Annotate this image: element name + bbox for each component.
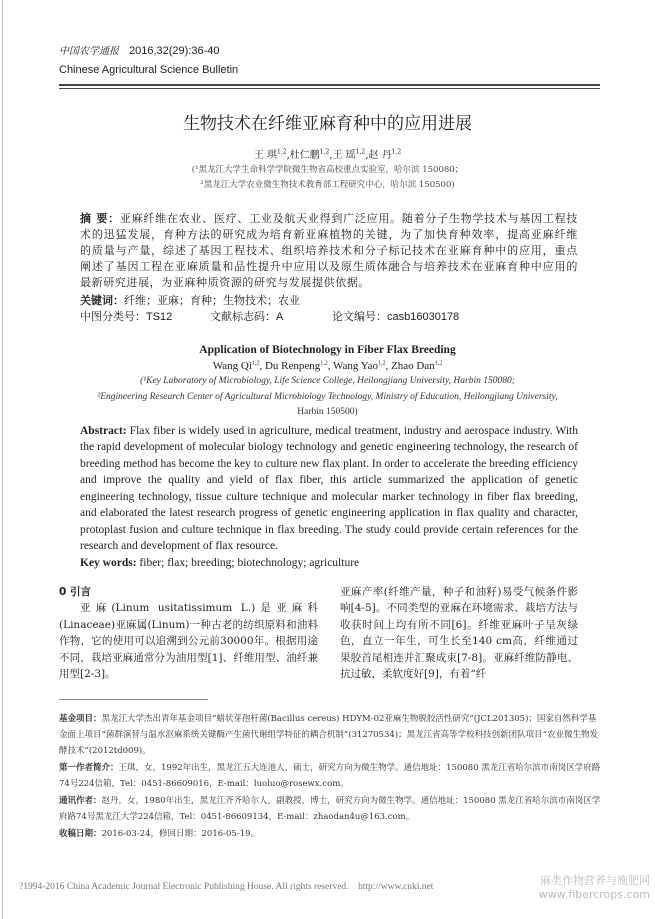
affiliation-en-1: (¹Key Laboratory of Microbiology, Life Science College, Heilongjiang University, Harbin 150080; bbox=[140, 376, 515, 386]
author: Wang Qi bbox=[212, 360, 252, 372]
intro-column-1 bbox=[59, 584, 318, 683]
header-rule bbox=[59, 84, 600, 86]
title-cn: 生物技术在纤维亚麻育种中的应用进展 bbox=[183, 114, 472, 134]
author: 王 琪 bbox=[253, 150, 278, 161]
author-sup: 1,2 bbox=[320, 360, 328, 367]
paper-number: 论文编号：casb16030178 bbox=[332, 311, 460, 323]
keywords-cn-label: 关键词： bbox=[80, 294, 124, 307]
abstract-en-text: Flax fiber is widely used in agriculture, medical treatment, industry and aerospace industry. With the rapid development of molecular biology technology and genetic engineering technology, the research of breeding method has become the key to culture new flax plant. In order to accelerate the breeding efficiency and improve the quality and yield of flax fiber, this article summarized the application of genetic engineering technology, tissue culture technique and molecular marker technology in fiber flax breeding, and elaborated the latest research progress of genetic engineering application in flax quality and character, protoplast fusion and culture technique in flax breeding. The study could provide certain references for the research and development of flax resource. bbox=[80, 424, 578, 552]
authors-cn: 王 琪$^{1,2}$,杜仁鹏$^{1,2}$,王 瑶$^{1,2}$,赵 丹$^{1,2}$ bbox=[253, 148, 402, 161]
header-rule-thin bbox=[59, 88, 600, 89]
author-sup: 1,2 bbox=[434, 360, 443, 367]
footnote-text: 黑龙江大学杰出青年基金项目“蜡状芽孢杆菌(Bacillus cereus) HDYM-02亚麻生物脱胶活性研究”(JCL201305)；国家自然科学基金面上项目“菌群演替与温水沤麻系统关键酶产生菌代谢组学特征的耦合机制”(31270534)；黑龙江省高等学校科技创新团队项目“农业微生物发酵技术”(2012td009)。 bbox=[59, 713, 598, 756]
footnote-dates bbox=[59, 825, 603, 842]
footnote-label: 收稿日期： bbox=[59, 827, 102, 838]
footnotes bbox=[59, 710, 603, 842]
footnote-first-author bbox=[59, 759, 603, 792]
author: 王 瑶 bbox=[332, 150, 356, 161]
abstract-cn-label: 摘 要： bbox=[80, 212, 120, 225]
author-sup: 1,2 bbox=[378, 360, 386, 367]
clc-number: 中图分类号：TS12 bbox=[80, 311, 173, 323]
watermark-url: www.fibercrops.com bbox=[538, 888, 650, 901]
watermark-cn: 麻类作物营养与施肥网 bbox=[540, 874, 650, 887]
abstract-en bbox=[80, 423, 578, 555]
author: Wang Yao bbox=[333, 360, 378, 372]
affiliation-cn-2: ²黑龙江大学农业微生物技术教育部工程研究中心，哈尔滨 150500) bbox=[200, 180, 455, 190]
footnote-text: 王琪，女，1992年出生，黑龙江五大连池人，硕士，研究方向为微生物学。通信地址：150080 黑龙江省哈尔滨市南岗区学府路74号224信箱，Tel：0451-86609016，E-mail：luoluo@rosewx.com。 bbox=[59, 762, 601, 789]
intro-paragraph: 亚麻(Linum usitatissimum L.)是亚麻科(Linaceae)亚麻属(Linum)一种古老的纺织原料和油料作物，它的使用可以追溯到公元前30000年。根据用途不同，栽培亚麻通常分为油用型[1]、纤维用型、油纤兼用型[2-3]。 bbox=[59, 602, 318, 680]
abstract-cn bbox=[80, 211, 578, 291]
section-heading: 0 引言 bbox=[59, 585, 91, 598]
affiliation-en-3: Harbin 150500) bbox=[297, 407, 358, 417]
footnote-text: 赵丹，女，1980年出生，黑龙江齐齐哈尔人，副教授，博士，研究方向为微生物学。通信地址：150080 黑龙江省哈尔滨市南岗区学府路74号黑龙江大学224信箱，Tel：0451-86609134，E-mail：zhaodan4u@163.com。 bbox=[59, 795, 601, 822]
affiliation-en-2: ²Engineering Research Center of Agricultural Microbiology Technology, Ministry of Education, Heilongjiang University, bbox=[97, 391, 558, 402]
footnote-corresponding-author bbox=[59, 792, 603, 825]
footnote-funding bbox=[59, 710, 603, 759]
keywords-cn bbox=[80, 292, 578, 309]
footnote-text: 2016-03-24，修回日期：2016-05-19。 bbox=[101, 828, 260, 839]
author-sup: 1,2 bbox=[355, 148, 366, 156]
authors-en: Wang Qi$^{1,2}$, Du Renpeng$^{1,2}$, Wang Yao$^{1,2}$, Zhao Dan$^{1,2}$ bbox=[212, 360, 443, 372]
author: Du Renpeng bbox=[264, 360, 321, 372]
footnote-label: 通讯作者： bbox=[59, 794, 102, 805]
author-sup: 1,2 bbox=[391, 148, 402, 156]
intro-section bbox=[59, 584, 578, 683]
footnote-rule bbox=[59, 699, 208, 700]
author: 杜仁鹏 bbox=[289, 150, 320, 161]
author-sup: 1,2 bbox=[319, 148, 330, 156]
journal-name-en: Chinese Agricultural Science Bulletin bbox=[59, 64, 239, 76]
title-en: Application of Biotechnology in Fiber Flax Breeding bbox=[199, 344, 456, 356]
copyright-line: ?1994-2016 China Academic Journal Electronic Publishing House. All rights reserved. http://www.cnki.net bbox=[19, 882, 434, 892]
document-code: 文献标志码：A bbox=[210, 311, 284, 323]
classification bbox=[80, 309, 578, 326]
abstract-en-label: Abstract: bbox=[80, 424, 127, 437]
watermark bbox=[475, 874, 650, 902]
author: 赵 丹 bbox=[368, 150, 392, 161]
author-sup: 1,2 bbox=[251, 360, 260, 367]
footnote-label: 第一作者简介： bbox=[59, 761, 119, 772]
keywords-en-text: fiber; flax; breeding; biotechnology; agriculture bbox=[139, 556, 360, 569]
keywords-en bbox=[80, 555, 578, 572]
citation: 2016,32(29):36-40 bbox=[129, 45, 220, 57]
journal-name-cn: 中国农学通报 bbox=[59, 46, 119, 57]
journal-header bbox=[59, 44, 655, 59]
author: Zhao Dan bbox=[391, 360, 435, 372]
intro-column-2: 亚麻产率(纤维产量，种子和油籽)易受气候条件影响[4-5]。不同类型的亚麻在环境需求、栽培方法与收获时间上均有所不同[6]。纤维亚麻叶子呈灰绿色，直立一年生，可生长至140 cm高，纤维通过果胶首尾相连并汇聚成束[7-8]。亚麻纤维防静电、抗过敏，柔软度好[9]，有着“纤 bbox=[340, 585, 578, 680]
footnote-label: 基金项目： bbox=[59, 712, 102, 723]
affiliation-cn-1: (¹黑龙江大学生命科学学院微生物省高校重点实验室，哈尔滨 150080； bbox=[191, 165, 464, 175]
keywords-cn-text: 纤维；亚麻；育种；生物技术；农业 bbox=[124, 294, 300, 307]
author-sup: 1,2 bbox=[277, 148, 287, 156]
keywords-en-label: Key words: bbox=[80, 556, 137, 569]
abstract-cn-text: 亚麻纤维在农业、医疗、工业及航天业得到广泛应用。随着分子生物学技术与基因工程技术的迅猛发展，育种方法的研究成为培育新亚麻植物的关键，为了加快育种效率，提高亚麻纤维的质量与产量，综述了基因工程技术、组织培养技术和分子标记技术在亚麻育种中的应用，重点阐述了基因工程在亚麻质量和品性提升中应用以及原生质体融合与培养技术在亚麻育种中应用的最新研究进展，为亚麻种质资源的研究与发展提供依据。 bbox=[80, 212, 578, 289]
